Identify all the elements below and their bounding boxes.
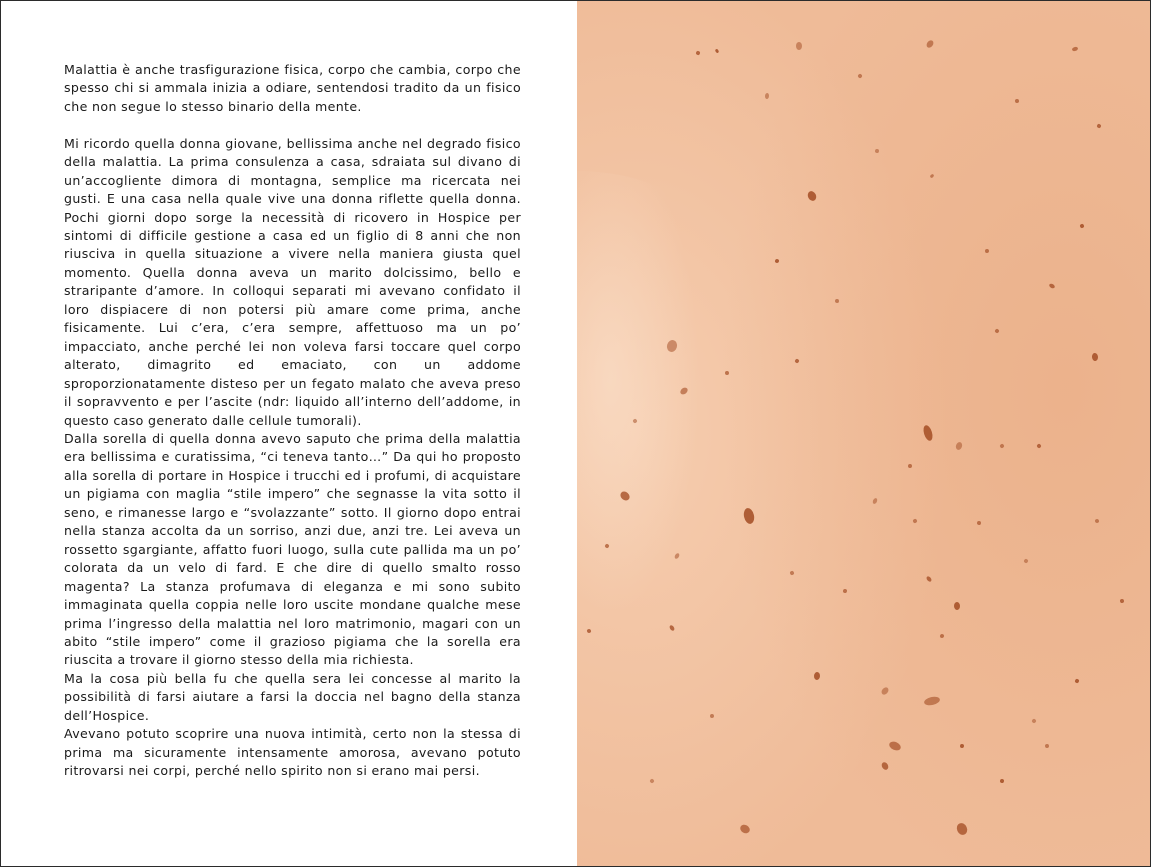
paragraph-shower: Ma la cosa più bella fu che quella sera lei concesse al marito la possibilità di farsi aiutare a farsi la doccia nel bagno della stanza dell’Hospice. — [64, 670, 521, 723]
text-page — [1, 1, 577, 866]
freckle-spot — [796, 42, 802, 50]
skin-photo-page — [577, 1, 1150, 866]
body-text — [64, 61, 521, 781]
skin-freckles-image — [577, 1, 1150, 866]
paragraph-intimacy: Avevano potuto scoprire una nuova intimità, certo non la stessa di prima ma sicuramente intensamente amorosa, avevano potuto ritrovarsi nei corpi, perché nello spirito non si erano mai persi. — [64, 726, 521, 779]
paragraph-memory: Mi ricordo quella donna giovane, bellissima anche nel degrado fisico della malattia. La prima consulenza a casa, sdraiata sul divano di un’accogliente dimora di montagna, semplice ma ricercata nei gusti. E una casa nella quale vive una donna riflette quella donna. Pochi giorni dopo sorge la necessità di ricovero in Hospice per sintomi di difficile gestione a casa ed un figlio di 8 anni che non riusciva in quella situazione a vivere nella maniera giusta quel momento. Quella donna aveva un marito dolcissimo, bello e straripante d’amore. In colloqui separati mi avevano confidato il loro dispiacere di non potersi più amare come prima, anche fisicamente. Lui c’era, c’era sempre, affettuoso ma un po’ impacciato, anche perché lei non voleva farsi toccare quel corpo alterato, dimagrito ed emaciato, con un addome sproporzionatamente disteso per un fegato malato che aveva preso il sopravvento e per l’ascite (ndr: liquido all’interno dell’addome, in questo caso generato dalle cellule tumorali). — [64, 135, 521, 428]
paragraph-sister: Dalla sorella di quella donna avevo saputo che prima della malattia era bellissima e curatissima, “ci teneva tanto…” Da qui ho proposto alla sorella di portare in Hospice i trucchi ed i profumi, di acquistare un pigiama con maglia “stile impero” che segnasse la vita sotto il seno, e rimanesse largo e “svolazzante” sotto. Il giorno dopo entrai nella stanza accolta da un sorriso, anzi due, anzi tre. Lei aveva un rossetto sgargiante, affatto fuori luogo, sulla cute pallida ma un po’ colorata da un velo di fard. E che dire di quello smalto rosso magenta? La stanza profumava di eleganza e mi sono subito immaginata quella coppia nelle loro uscite mondane qualche mese prima l’ingresso della malattia nel loro matrimonio, magari con un abito “stile impero” come il grazioso pigiama che la sorella era riuscita a trovare il giorno stesso della mia richiesta. — [64, 431, 521, 668]
paragraph-intro: Malattia è anche trasfigurazione fisica, corpo che cambia, corpo che spesso chi si ammala inizia a odiare, sentendosi tradito da un fisico che non segue lo stesso binario della mente. — [64, 62, 521, 114]
